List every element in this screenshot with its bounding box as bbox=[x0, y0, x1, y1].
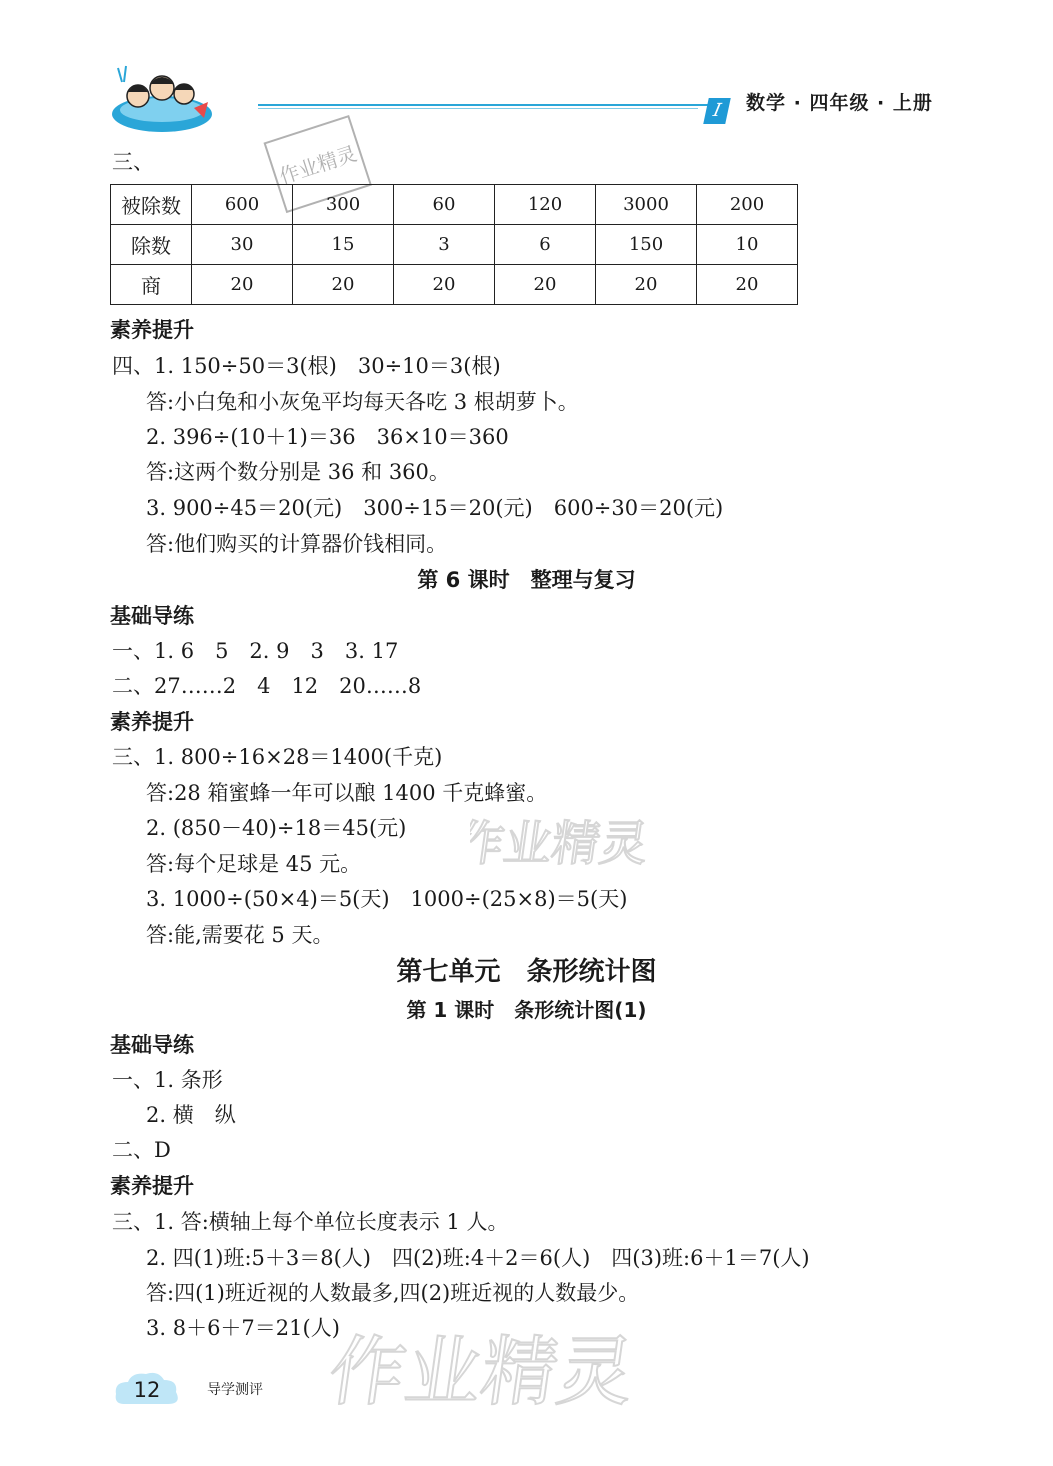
table-cell: 20 bbox=[293, 265, 394, 305]
table-row bbox=[111, 225, 798, 265]
row-header: 商 bbox=[111, 265, 192, 305]
answer-line: 二、D bbox=[112, 1138, 171, 1162]
table-cell: 3 bbox=[394, 225, 495, 265]
answer-line: 3. 1000÷(50×4)＝5(天) 1000÷(25×8)＝5(天) bbox=[146, 887, 628, 911]
table-cell: 3000 bbox=[596, 185, 697, 225]
answer-line: 答:四(1)班近视的人数最多,四(2)班近视的人数最少。 bbox=[146, 1281, 640, 1305]
header-rule bbox=[258, 104, 708, 106]
answer-line: 答:他们购买的计算器价钱相同。 bbox=[146, 532, 448, 556]
svg-text:作业精灵: 作业精灵 bbox=[470, 816, 650, 872]
unit-title: 第七单元 条形统计图 bbox=[396, 957, 657, 987]
header-title: 数学 · 四年级 · 上册 bbox=[746, 92, 933, 114]
answer-line: 答:每个足球是 45 元。 bbox=[146, 852, 362, 876]
answer-line: 答:28 箱蜜蜂一年可以酿 1400 千克蜂蜜。 bbox=[146, 781, 548, 805]
page-number: 12 bbox=[133, 1378, 161, 1402]
page-number-cloud bbox=[112, 1370, 182, 1410]
lesson-title: 第 6 课时 整理与复习 bbox=[417, 568, 636, 592]
header-rule-thin bbox=[258, 108, 698, 109]
answer-line: 三、1. 答:横轴上每个单位长度表示 1 人。 bbox=[112, 1210, 509, 1234]
svg-text:作业精灵: 作业精灵 bbox=[276, 141, 360, 189]
answer-line: 答:这两个数分别是 36 和 360。 bbox=[146, 460, 450, 484]
table-cell: 20 bbox=[495, 265, 596, 305]
table-row bbox=[111, 185, 798, 225]
table-cell: 120 bbox=[495, 185, 596, 225]
table-cell: 30 bbox=[192, 225, 293, 265]
table-row bbox=[111, 265, 798, 305]
table-cell: 15 bbox=[293, 225, 394, 265]
table-cell: 20 bbox=[697, 265, 798, 305]
answer-line: 2. 四(1)班:5＋3＝8(人) 四(2)班:4＋2＝6(人) 四(3)班:6＋1＝7(人) bbox=[146, 1246, 810, 1270]
answer-line: 2. 396÷(10＋1)＝36 36×10＝360 bbox=[146, 425, 509, 449]
row-header: 除数 bbox=[111, 225, 192, 265]
answer-line: 一、1. 6 5 2. 9 3 3. 17 bbox=[112, 639, 399, 663]
answer-line: 三、1. 800÷16×28＝1400(千克) bbox=[112, 745, 443, 769]
section-heading: 基础导练 bbox=[110, 604, 194, 628]
table-cell: 300 bbox=[293, 185, 394, 225]
answer-line: 二、27……2 4 12 20……8 bbox=[112, 674, 422, 698]
table-cell: 10 bbox=[697, 225, 798, 265]
answer-line: 2. (850－40)÷18＝45(元) bbox=[146, 816, 407, 840]
section-heading: 素养提升 bbox=[110, 1174, 194, 1198]
table-cell: 20 bbox=[394, 265, 495, 305]
section-heading: 素养提升 bbox=[110, 710, 194, 734]
quotient-table bbox=[110, 184, 798, 305]
table-cell: 150 bbox=[596, 225, 697, 265]
svg-text:作业精灵: 作业精灵 bbox=[330, 1328, 640, 1417]
table-cell: 6 bbox=[495, 225, 596, 265]
answer-line: 一、1. 条形 bbox=[112, 1068, 223, 1092]
table-cell: 200 bbox=[697, 185, 798, 225]
lesson-title: 第 1 课时 条形统计图(1) bbox=[406, 998, 647, 1022]
section-heading: 基础导练 bbox=[110, 1033, 194, 1057]
table-cell: 60 bbox=[394, 185, 495, 225]
row-header: 被除数 bbox=[111, 185, 192, 225]
header-badge: I bbox=[703, 98, 731, 124]
answer-line: 四、1. 150÷50＝3(根) 30÷10＝3(根) bbox=[112, 354, 501, 378]
answer-line: 2. 横 纵 bbox=[146, 1103, 236, 1127]
table-cell: 20 bbox=[192, 265, 293, 305]
table-cell: 20 bbox=[596, 265, 697, 305]
watermark bbox=[330, 1312, 650, 1422]
table-cell: 600 bbox=[192, 185, 293, 225]
footer-label: 导学测评 bbox=[207, 1382, 263, 1398]
section-heading: 素养提升 bbox=[110, 318, 194, 342]
answer-line: 答:能,需要花 5 天。 bbox=[146, 923, 334, 947]
answer-line: 3. 900÷45＝20(元) 300÷15＝20(元) 600÷30＝20(元) bbox=[146, 496, 724, 520]
answer-line: 答:小白兔和小灰兔平均每天各吃 3 根胡萝卜。 bbox=[146, 390, 579, 414]
answer-line: 3. 8＋6＋7＝21(人) bbox=[146, 1316, 340, 1340]
section-label: 三、 bbox=[112, 150, 154, 174]
header-mascot-logo bbox=[104, 62, 214, 138]
